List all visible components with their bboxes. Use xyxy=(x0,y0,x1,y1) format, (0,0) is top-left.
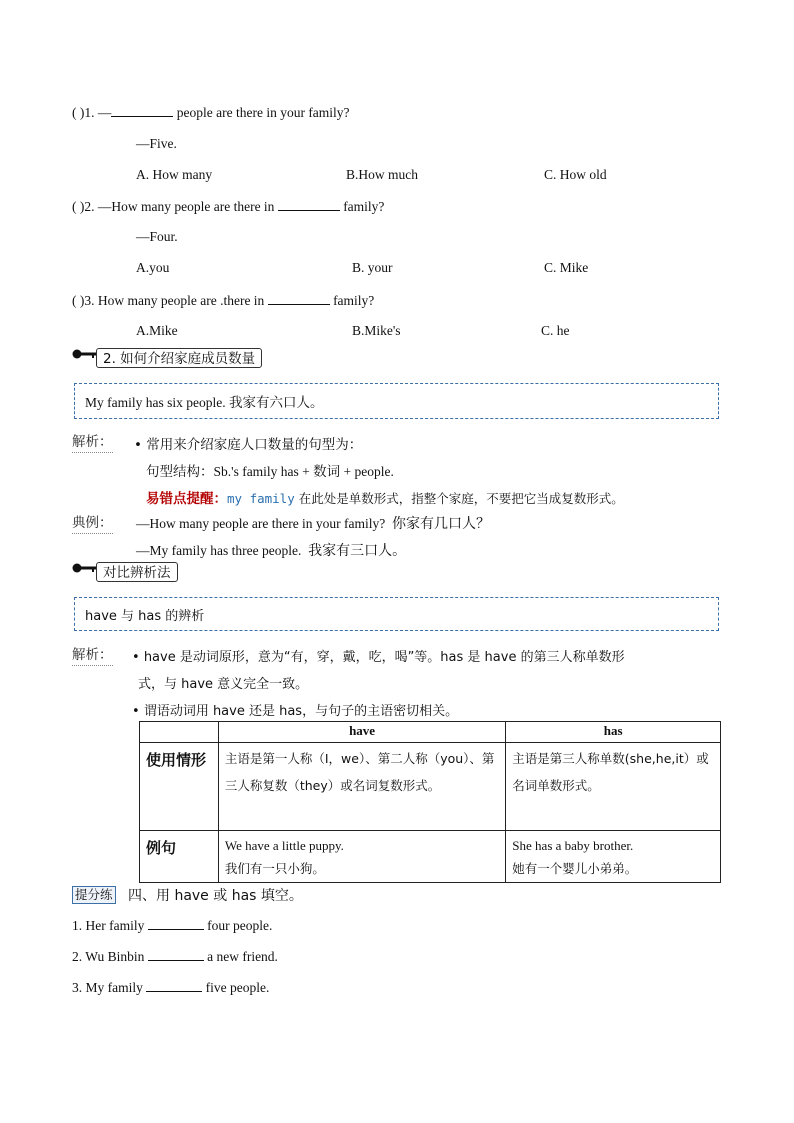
analysis-line: • 常用来介绍家庭人口数量的句型为： xyxy=(134,437,363,453)
row-label: 例句 xyxy=(140,831,219,883)
option-a: A. How many xyxy=(136,167,213,182)
option-b: B.Mike's xyxy=(352,323,401,338)
option-a: A.Mike xyxy=(136,323,178,338)
answer-bracket[interactable]: ( ) xyxy=(72,105,85,120)
analysis-line-3: • 谓语动词用 have 还是 has，与句子的主语密切相关。 xyxy=(132,704,459,719)
fill-blank[interactable] xyxy=(111,104,173,117)
answer-bracket[interactable]: ( ) xyxy=(72,199,85,214)
topic-box xyxy=(74,597,719,631)
practice-item: 3. My family five people. xyxy=(72,980,270,995)
fill-blank[interactable] xyxy=(268,292,330,305)
practice-item: 2. Wu Binbin a new friend. xyxy=(72,949,278,964)
structure-line: 句型结构：Sb.'s family has + 数词 + people. xyxy=(146,464,394,480)
option-b: B.How much xyxy=(346,167,418,182)
practice-item: 1. Her family four people. xyxy=(72,918,273,933)
column-header-has: has xyxy=(506,722,721,743)
table-row xyxy=(140,743,721,831)
option-c: C. Mike xyxy=(544,260,589,275)
fill-blank[interactable] xyxy=(278,198,340,211)
question-1-answer: —Five. xyxy=(136,136,177,151)
row-label: 使用情形 xyxy=(140,743,219,831)
warning-line: 易错点提醒：my family 在此处是单数形式，指整个家庭，不要把它当成复数形式。 xyxy=(146,491,624,507)
example-label: 典例： xyxy=(72,511,113,534)
topic-text: have 与 has 的辨析 xyxy=(85,608,205,624)
key-sentence: My family has six people. 我家有六口人。 xyxy=(85,395,324,410)
analysis-line-2: 式，与 have 意义完全一致。 xyxy=(138,677,309,692)
answer-bracket[interactable]: ( ) xyxy=(72,293,85,308)
table-row xyxy=(140,831,721,883)
option-b: B. your xyxy=(352,260,393,275)
question-3: ( )3. How many people are .there in family? xyxy=(72,293,375,308)
question-2-answer: —Four. xyxy=(136,229,178,244)
option-a: A.you xyxy=(136,260,170,275)
table-cell: We have a little puppy. 我们有一只小狗。 xyxy=(218,831,505,883)
table-cell: 主语是第一人称（I，we）、第二人称（you）、第三人称复数（they）或名词复数形式。 xyxy=(218,743,505,831)
section-title: 对比辨析法 xyxy=(96,562,178,582)
fill-blank[interactable] xyxy=(148,917,204,930)
comparison-table xyxy=(139,721,721,883)
table-header-row xyxy=(140,722,721,743)
analysis-label: 解析： xyxy=(72,430,113,453)
example-line-1: —How many people are there in your family? 你家有几口人？ xyxy=(136,516,491,532)
table-cell: 主语是第三人称单数(she,he,it）或名词单数形式。 xyxy=(506,743,721,831)
question-1: ( )1. — people are there in your family? xyxy=(72,105,350,120)
fill-blank[interactable] xyxy=(148,948,204,961)
fill-blank[interactable] xyxy=(146,979,202,992)
option-c: C. he xyxy=(541,323,570,338)
column-header-have: have xyxy=(218,722,505,743)
practice-title: 四、用 have 或 has 填空。 xyxy=(128,888,303,904)
option-c: C. How old xyxy=(544,167,607,182)
analysis-label: 解析： xyxy=(72,643,113,666)
analysis-line-1: • have 是动词原形，意为“有，穿，戴，吃，喝”等。has 是 have 的第三人称单数形 xyxy=(132,650,625,665)
practice-tag: 提分练 xyxy=(72,886,116,904)
question-2: ( )2. —How many people are there in family? xyxy=(72,199,385,214)
example-line-2: —My family has three people. 我家有三口人。 xyxy=(136,543,407,559)
key-sentence-box xyxy=(74,383,719,419)
section-title: 2. 如何介绍家庭成员数量 xyxy=(96,348,262,368)
table-cell: She has a baby brother. 她有一个婴儿小弟弟。 xyxy=(506,831,721,883)
